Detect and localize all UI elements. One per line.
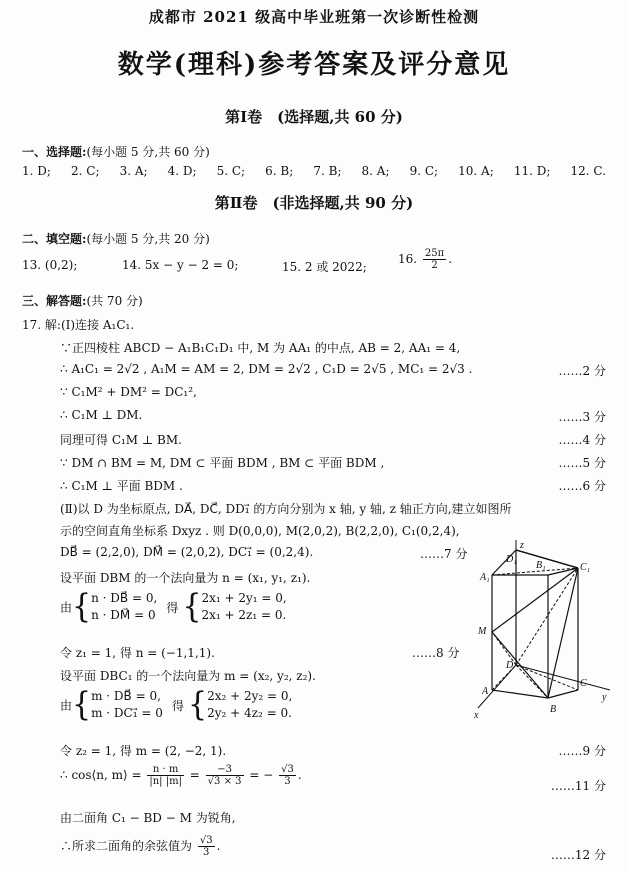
label-A1: A₁ xyxy=(480,572,490,583)
fill-answer-15: 15. 2 或 2022; xyxy=(282,260,367,274)
answer-2: 2. C; xyxy=(71,164,100,178)
points-3: ……3 分 xyxy=(558,410,606,424)
solution-line-3: ∴ A₁C₁ = 2√2 , A₁M = AM = 2, DM = 2√2 , C₁D = 2√5 , MC₁ = 2√3 . xyxy=(60,362,473,376)
label-A: A xyxy=(482,686,489,697)
solution-line-5: ∴ C₁M ⊥ DM. xyxy=(60,408,143,422)
solution-line-9: (Ⅱ)以 D 为坐标原点, DA⃗, DC⃗, DD₁⃗ 的方向分别为 x 轴, y 轴, z 轴正方向,建立如图所 xyxy=(60,502,512,516)
solution-line-2: ∵正四棱柱 ABCD − A₁B₁C₁D₁ 中, M 为 AA₁ 的中点, AB = 2, AA₁ = 4, xyxy=(60,341,461,355)
answer-3: 3. A; xyxy=(119,164,148,178)
solution-line-13: 令 z₁ = 1, 得 n = (−1,1,1). xyxy=(60,646,215,660)
prism-figure xyxy=(470,540,620,720)
answer-10: 10. A; xyxy=(458,164,494,178)
section1-heading: 一、选择题:(每小题 5 分,共 60 分) xyxy=(22,145,210,159)
solution-line-17: 由二面角 C₁ − BD − M 为锐角, xyxy=(60,811,236,825)
solution-line-18: ∴所求二面角的余弦值为 $\frac{√3}{3}$ . xyxy=(60,835,221,858)
part2-title: 第Ⅱ卷 (非选择题,共 90 分) xyxy=(214,194,414,212)
label-z: z xyxy=(520,540,524,551)
fill-answer-13: 13. (0,2); xyxy=(22,258,78,272)
points-4: ……4 分 xyxy=(558,433,606,447)
solution-line-6: 同理可得 C₁M ⊥ BM. xyxy=(60,433,182,447)
solution-line-7: ∵ DM ∩ BM = M, DM ⊂ 平面 BDM , BM ⊂ 平面 BDM , xyxy=(60,456,385,470)
label-D1: D₁ xyxy=(506,554,517,565)
document-title: 数学(理科)参考答案及评分意见 xyxy=(117,50,511,80)
fill-answer-16: 16. $\frac{25\pi}{2}$ . xyxy=(398,248,453,271)
solution-line-8: ∴ C₁M ⊥ 平面 BDM . xyxy=(60,479,183,493)
section3-heading: 三、解答题:(共 70 分) xyxy=(22,294,143,308)
label-y: y xyxy=(602,692,607,703)
choice-answers xyxy=(22,164,606,178)
answer-9: 9. C; xyxy=(409,164,439,178)
points-6: ……6 分 xyxy=(558,479,606,493)
solution-line-1: 17. 解:(Ⅰ)连接 A₁C₁. xyxy=(22,318,135,332)
points-12: ……12 分 xyxy=(550,848,606,862)
solution-line-10: 示的空间直角坐标系 Dxyz . 则 D(0,0,0), M(2,0,2), B(2,2,0), C₁(0,2,4), xyxy=(60,524,460,538)
points-2: ……2 分 xyxy=(558,364,606,378)
answer-8: 8. A; xyxy=(361,164,390,178)
answer-7: 7. B; xyxy=(313,164,342,178)
points-5: ……5 分 xyxy=(558,456,606,470)
answer-1: 1. D; xyxy=(22,164,51,178)
label-D: D xyxy=(506,660,514,671)
answer-5: 5. C; xyxy=(216,164,246,178)
label-B1: B₁ xyxy=(536,560,546,571)
points-8: ……8 分 xyxy=(412,646,460,660)
solution-line-12: 设平面 DBM 的一个法向量为 n = (x₁, y₁, z₁). xyxy=(60,571,311,585)
solution-line-11: DB⃗ = (2,2,0), DM⃗ = (2,0,2), DC₁⃗ = (0,2,4). xyxy=(60,545,314,559)
solution-line-14: 设平面 DBC₁ 的一个法向量为 m = (x₂, y₂, z₂). xyxy=(60,669,316,683)
equation-system-1: 由{n · DB⃗ = 0, n · DM⃗ = 0 得 {2x₁ + 2y₁ = 0, 2x₁ + 2z₁ = 0. xyxy=(60,587,287,626)
equation-system-2: 由{m · DB⃗ = 0, m · DC₁⃗ = 0 得 {2x₂ + 2y₂ = 0, 2y₂ + 4z₂ = 0. xyxy=(60,685,293,724)
label-x: x xyxy=(474,710,479,720)
answer-6: 6. B; xyxy=(265,164,294,178)
answer-4: 4. D; xyxy=(167,164,197,178)
section2-heading: 二、填空题:(每小题 5 分,共 20 分) xyxy=(22,232,210,246)
points-11: ……11 分 xyxy=(550,779,606,793)
label-C: C xyxy=(580,678,587,689)
part1-title: 第Ⅰ卷 (选择题,共 60 分) xyxy=(225,108,403,126)
fill-answer-14: 14. 5x − y − 2 = 0; xyxy=(122,258,239,272)
answer-12: 12. C. xyxy=(570,164,606,178)
points-7: ……7 分 xyxy=(420,547,468,561)
label-M: M xyxy=(478,626,487,637)
points-9: ……9 分 xyxy=(558,744,606,758)
diagonals xyxy=(492,550,578,698)
cosine-formula: ∴ cos⟨n, m⟩ = $\frac{n \cdot m}{|n| |m|}$ = $\frac{-3}{√3 \times 3}$ = − $\frac{√3}{3}$ . xyxy=(60,764,302,787)
school-title: 成都市 2021 级高中毕业班第一次诊断性检测 xyxy=(148,8,480,26)
solution-line-15: 令 z₂ = 1, 得 m = (2, −2, 1). xyxy=(60,744,227,758)
label-B: B xyxy=(550,704,557,715)
solution-line-4: ∵ C₁M² + DM² = DC₁², xyxy=(60,385,197,399)
label-C1: C₁ xyxy=(580,562,591,573)
answer-11: 11. D; xyxy=(513,164,551,178)
